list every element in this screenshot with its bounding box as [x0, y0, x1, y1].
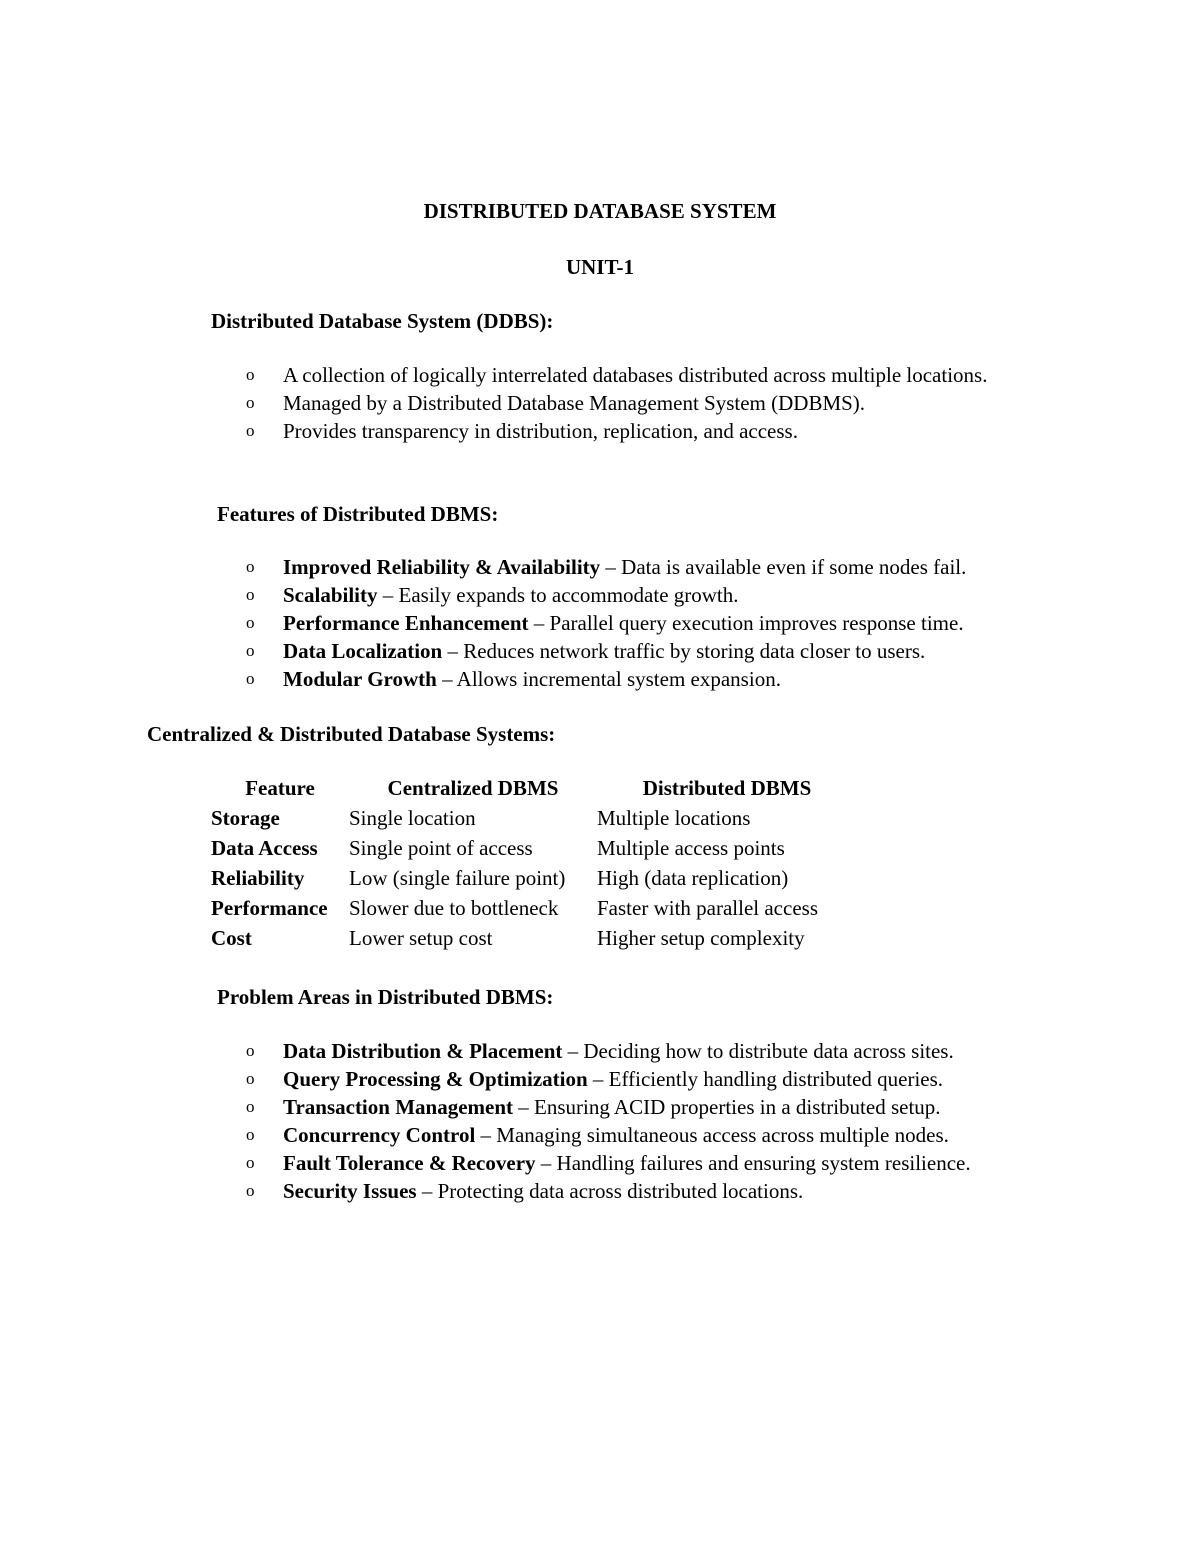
problem-term: Security Issues — [283, 1179, 417, 1203]
table-cell: Multiple locations — [597, 806, 751, 830]
table-cell: Faster with parallel access — [597, 896, 818, 920]
feature-term: Scalability — [283, 583, 378, 607]
feature-desc: – Easily expands to accommodate growth. — [377, 583, 739, 607]
problem-desc: – Deciding how to distribute data across sites. — [562, 1039, 954, 1063]
table-row — [211, 864, 857, 894]
features-heading: Features of Distributed DBMS: — [217, 502, 499, 526]
column-header: Centralized DBMS — [387, 776, 559, 800]
list-item — [246, 1121, 1063, 1149]
table-row — [211, 834, 857, 864]
bullet-icon: o — [246, 585, 255, 604]
list-item — [246, 389, 1063, 417]
features-list — [246, 553, 1063, 693]
problem-desc: – Efficiently handling distributed queries. — [587, 1067, 944, 1091]
problem-desc: – Managing simultaneous access across multiple nodes. — [475, 1123, 949, 1147]
list-item-text: A collection of logically interrelated databases distributed across multiple locations. — [283, 363, 988, 387]
comparison-table — [211, 774, 857, 954]
list-item — [246, 361, 1063, 389]
column-header: Distributed DBMS — [642, 776, 812, 800]
table-cell: Storage — [211, 806, 280, 830]
table-cell: Reliability — [211, 866, 305, 890]
list-item — [246, 1149, 1063, 1177]
problem-term: Data Distribution & Placement — [283, 1039, 563, 1063]
table-cell: Lower setup cost — [349, 926, 493, 950]
list-item-text: Provides transparency in distribution, replication, and access. — [283, 419, 798, 443]
table-cell: Slower due to bottleneck — [349, 896, 559, 920]
problem-term: Concurrency Control — [283, 1123, 476, 1147]
bullet-icon: o — [246, 669, 255, 688]
table-row — [211, 894, 857, 924]
document-title: DISTRIBUTED DATABASE SYSTEM — [423, 199, 777, 223]
feature-term: Modular Growth — [283, 667, 437, 691]
bullet-icon: o — [246, 1069, 255, 1088]
problem-term: Fault Tolerance & Recovery — [283, 1151, 536, 1175]
bullet-icon: o — [246, 365, 255, 384]
bullet-icon: o — [246, 613, 255, 632]
table-row — [211, 924, 857, 954]
table-row — [211, 804, 857, 834]
list-item — [246, 1037, 1063, 1065]
problem-term: Transaction Management — [283, 1095, 514, 1119]
table-cell: High (data replication) — [597, 866, 789, 890]
feature-desc: – Reduces network traffic by storing data closer to users. — [442, 639, 926, 663]
bullet-icon: o — [246, 641, 255, 660]
feature-desc: – Data is available even if some nodes fail. — [600, 555, 967, 579]
problem-desc: – Protecting data across distributed locations. — [416, 1179, 804, 1203]
feature-term: Performance Enhancement — [283, 611, 529, 635]
problems-heading: Problem Areas in Distributed DBMS: — [217, 985, 554, 1009]
table-cell: Single location — [349, 806, 476, 830]
list-item — [246, 553, 1063, 581]
bullet-icon: o — [246, 1097, 255, 1116]
table-cell: Single point of access — [349, 836, 533, 860]
list-item — [246, 609, 1063, 637]
feature-desc: – Allows incremental system expansion. — [436, 667, 781, 691]
table-header-row — [211, 774, 857, 804]
column-header: Feature — [245, 776, 315, 800]
table-cell: Data Access — [211, 836, 318, 860]
table-cell: Higher setup complexity — [597, 926, 805, 950]
bullet-icon: o — [246, 393, 255, 412]
ddbs-list — [246, 361, 1063, 445]
list-item — [246, 417, 1063, 445]
list-item — [246, 665, 1063, 693]
bullet-icon: o — [246, 1125, 255, 1144]
problem-desc: – Handling failures and ensuring system resilience. — [535, 1151, 971, 1175]
table-cell: Low (single failure point) — [349, 866, 566, 890]
bullet-icon: o — [246, 1041, 255, 1060]
feature-term: Improved Reliability & Availability — [283, 555, 601, 579]
table-cell: Performance — [211, 896, 328, 920]
list-item — [246, 637, 1063, 665]
unit-label: UNIT-1 — [565, 255, 635, 279]
table-cell: Cost — [211, 926, 252, 950]
bullet-icon: o — [246, 557, 255, 576]
feature-desc: – Parallel query execution improves response time. — [528, 611, 964, 635]
table-cell: Multiple access points — [597, 836, 785, 860]
list-item — [246, 1093, 1063, 1121]
feature-term: Data Localization — [283, 639, 443, 663]
problem-desc: – Ensuring ACID properties in a distributed setup. — [513, 1095, 941, 1119]
list-item — [246, 581, 1063, 609]
problems-list — [246, 1037, 1063, 1205]
list-item — [246, 1065, 1063, 1093]
problem-term: Query Processing & Optimization — [283, 1067, 588, 1091]
list-item-text: Managed by a Distributed Database Management System (DDBMS). — [283, 391, 866, 415]
bullet-icon: o — [246, 421, 255, 440]
list-item — [246, 1177, 1063, 1205]
comparison-heading: Centralized & Distributed Database Systems: — [147, 722, 556, 746]
ddbs-heading: Distributed Database System (DDBS): — [211, 309, 554, 333]
bullet-icon: o — [246, 1181, 255, 1200]
bullet-icon: o — [246, 1153, 255, 1172]
